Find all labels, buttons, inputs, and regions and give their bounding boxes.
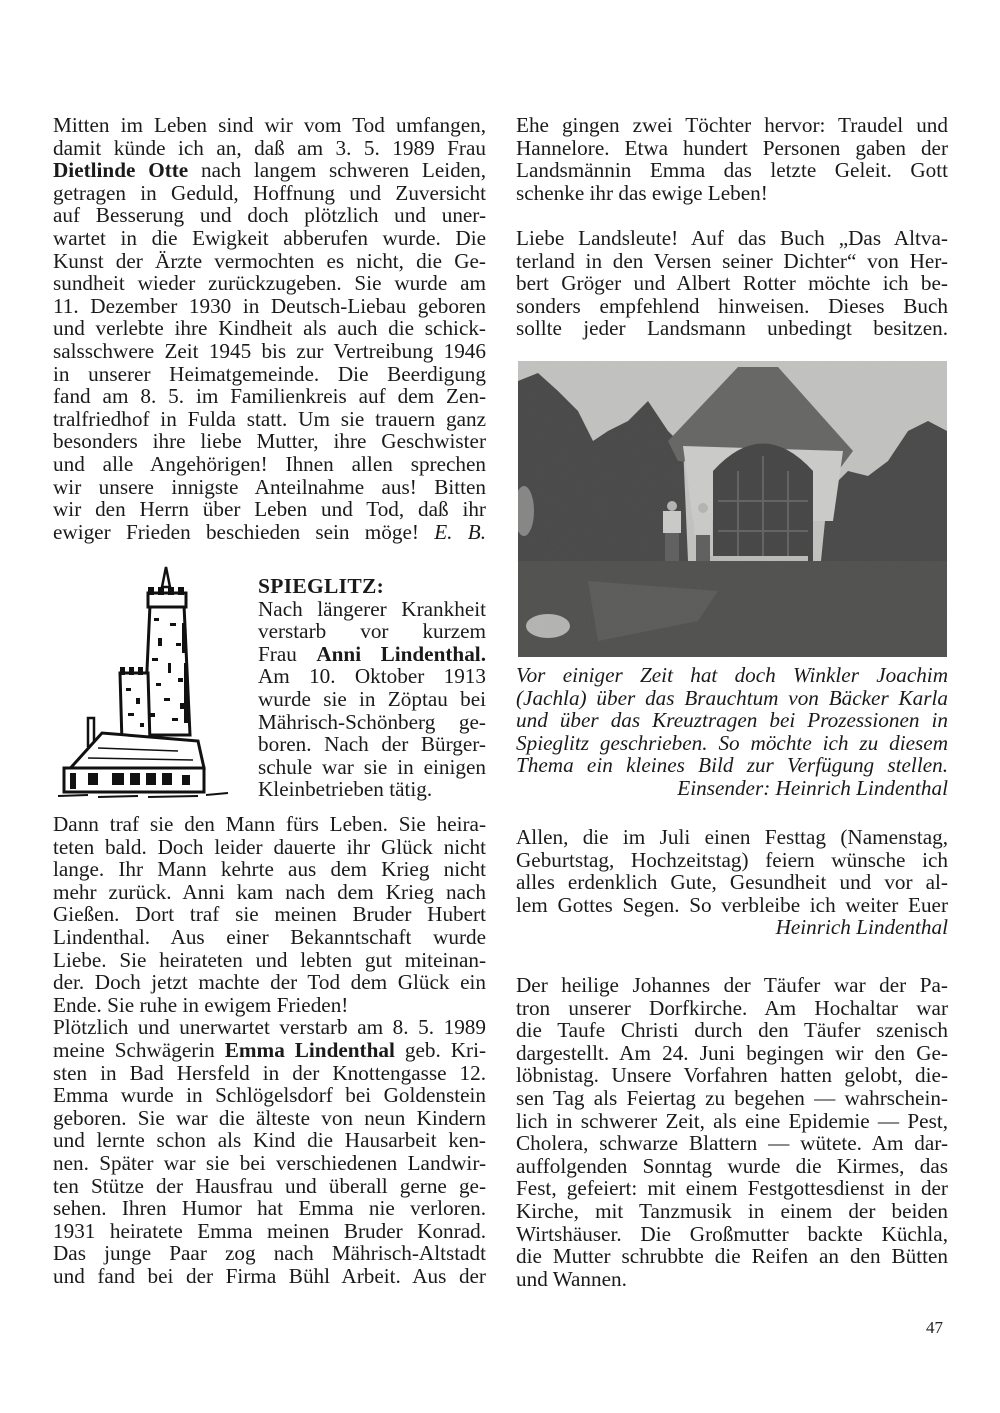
- text-line: Frau Anni Lindenthal.: [258, 641, 486, 666]
- signature-eb: E. B.: [434, 519, 487, 544]
- text-line: besonders ihre liebe Mutter, ihre Geschwister: [53, 429, 486, 454]
- name-dietlinde-otte: Dietlinde Otte: [53, 158, 189, 183]
- text-line: Ehe gingen zwei Töchter hervor: Traudel und: [516, 113, 948, 137]
- text-line: lich in schwerer Zeit, als eine Epidemie — Pest,: [516, 1108, 948, 1133]
- text-line: sten in Bad Hersfeld in der Knottengasse 12.: [53, 1060, 486, 1085]
- text-line: die Mutter schrubbte die Reifen an den Bütten: [516, 1244, 948, 1269]
- text-line: wartet in die Ewigkeit abberufen wurde. Die: [53, 225, 486, 250]
- caption-line: Vor einiger Zeit hat doch Winkler Joachim: [516, 663, 948, 687]
- caption-line: (Jachla) über das Brauchtum von Bäcker Karla: [516, 685, 948, 710]
- text-line: Lindenthal. Aus einer Bekanntschaft wurde: [53, 924, 486, 949]
- tower-illustration: [58, 563, 238, 803]
- text-line: salsschwere Zeit 1945 bis zur Vertreibung 1946: [53, 338, 486, 363]
- text-line: Liebe. Sie heirateten und lebten gut miteinan-: [53, 947, 486, 972]
- text-line: Gießen. Dort traf sie meinen Bruder Hubert: [53, 902, 486, 927]
- text-line: sen Tag als Feiertag zu begehen — wahrschein-: [516, 1085, 948, 1110]
- caption-sender: Einsender: Heinrich Lindenthal: [677, 775, 948, 800]
- text-line: wir unsere innigste Anteilnahme aus! Bitten: [53, 474, 486, 499]
- text-line: lange. Ihr Mann kehrte aus dem Krieg nicht: [53, 857, 486, 882]
- text-line: die Taufe Christi durch den Täufer szenisch: [516, 1018, 948, 1043]
- text-line: Allen, die im Juli einen Festtag (Namenstag,: [516, 825, 948, 849]
- text-line: in unserer Heimatgemeinde. Die Beerdigung: [53, 361, 486, 386]
- text-line: boren. Nach der Bürger-: [258, 732, 486, 757]
- text-line: Kunst der Ärzte vermochten es nicht, die Ge-: [53, 248, 486, 273]
- text-line: der. Doch jetzt machte der Tod dem Glück ein: [53, 970, 486, 995]
- text-line: meine Schwägerin Emma Lindenthal geb. Kri-: [53, 1037, 487, 1062]
- text-line: Ende. Sie ruhe in ewigem Frieden!: [53, 992, 349, 1017]
- photo-caption: [516, 664, 948, 800]
- right-column-top: [516, 114, 948, 340]
- text-line: Dietlinde Otte nach langem schweren Leiden,: [53, 158, 487, 183]
- text-line: Landsmännin Emma das letzte Geleit. Gott: [516, 158, 948, 183]
- section-heading-spieglitz: SPIEGLITZ:: [258, 574, 385, 598]
- text-line: Fest, gefeiert: mit einem Festgottesdienst in der: [516, 1176, 948, 1201]
- text-line: dargestellt. Am 24. Juni begingen wir den Ge-: [516, 1040, 948, 1065]
- text-line: und Wannen.: [516, 1266, 627, 1291]
- text-line: mehr zurück. Anni kam nach dem Krieg nach: [53, 879, 486, 904]
- text-line: Liebe Landsleute! Auf das Buch „Das Altva-: [516, 225, 948, 250]
- johannes-section: [516, 974, 948, 1290]
- text-line: Der heilige Johannes der Täufer war der Pa-: [516, 973, 948, 997]
- text-line: bert Gröger und Albert Rotter möchte ich be-: [516, 271, 948, 296]
- chapel-photo: [518, 361, 947, 657]
- text-line: Das junge Paar zog nach Mährisch-Altstadt: [53, 1241, 486, 1266]
- page-number: 47: [926, 1318, 943, 1337]
- text-line: tralfriedhof in Fulda statt. Um sie trauern ganz: [53, 406, 486, 431]
- text-line: tron unserer Dorfkirche. Am Hochaltar war: [516, 995, 948, 1020]
- spieglitz-section: [258, 575, 486, 801]
- text-line: Am 10. Oktober 1913: [258, 664, 486, 689]
- text-line: und alle Angehörigen! Ihnen allen sprechen: [53, 451, 486, 476]
- text-line: Mährisch-Schönberg ge-: [258, 709, 486, 734]
- text-line: teten bald. Doch leider dauerte ihr Glück nicht: [53, 834, 486, 859]
- text-line: und lernte schon als Kind die Hausarbeit ken-: [53, 1128, 486, 1153]
- text-line: und verlebte ihre Kindheit als auch die schick-: [53, 316, 486, 341]
- text-line: getragen in Geduld, Hoffnung und Zuversicht: [53, 180, 486, 205]
- text-line: alles erdenklich Gute, Gesundheit und vor al-: [516, 870, 948, 895]
- text-line: 1931 heiratete Emma meinen Bruder Konrad.: [53, 1218, 486, 1243]
- text-line: Wirtshäuser. Die Großmutter backte Küchla,: [516, 1221, 948, 1246]
- text-line: 11. Dezember 1930 in Deutsch-Liebau geboren: [53, 293, 486, 318]
- text-line: verstarb vor kurzem: [258, 619, 486, 644]
- text-line: lem Gottes Segen. So verbleibe ich weiter Euer: [516, 892, 948, 917]
- name-anni-lindenthal: Anni Lindenthal.: [316, 641, 486, 666]
- text-line: ten Stütze der Hausfrau und überall gerne ge-: [53, 1173, 486, 1198]
- text-line: Hannelore. Etwa hundert Personen gaben der: [516, 135, 948, 160]
- text-line: nen. Später war sie bei verschiedenen Landwir-: [53, 1150, 486, 1175]
- caption-line: Spieglitz geschrieben. So möchte ich zu diesem: [516, 730, 948, 755]
- text-line: auffolgenden Sonntag wurde die Kirmes, das: [516, 1153, 948, 1178]
- text-line: sonders empfehlend hinweisen. Dieses Buch: [516, 293, 948, 318]
- text-line: Nach längerer Krankheit: [258, 596, 486, 621]
- text-line: und fand bei der Firma Bühl Arbeit. Aus der: [53, 1263, 486, 1288]
- text-line: geboren. Sie war die älteste von neun Kindern: [53, 1105, 486, 1130]
- text-line: wir den Herrn über Leben und Tod, daß ihr: [53, 497, 486, 522]
- text-line: Mitten im Leben sind wir vom Tod umfangen,: [53, 113, 486, 137]
- text-line: auf Besserung und doch plötzlich und uner-: [53, 203, 486, 228]
- text-line: wurde sie in Zöptau bei: [258, 686, 486, 711]
- paragraph-gap: [516, 204, 948, 227]
- text-line: Emma wurde in Schlögelsdorf bei Goldenstein: [53, 1083, 486, 1108]
- spieglitz-continuation: [53, 813, 486, 1287]
- text-line: damit künde ich an, daß am 3. 5. 1989 Frau: [53, 135, 486, 160]
- text-line-signed: ewiger Frieden beschieden sein möge! E. B.: [53, 519, 487, 544]
- text-line: Geburtstag, Hochzeitstag) feiern wünsche ich: [516, 847, 948, 872]
- text-line: sehen. Ihren Humor hat Emma nie verloren.: [53, 1196, 486, 1221]
- text-line: sundheit wieder zurückzugeben. Sie wurde am: [53, 271, 486, 296]
- obituary-otte: [53, 114, 486, 543]
- text-line: Kirche, mit Tanzmusik in einem der beiden: [516, 1198, 948, 1223]
- caption-line: und über das Kreuztragen bei Prozessionen in: [516, 708, 948, 733]
- text-line: Kleinbetrieben tätig.: [258, 777, 433, 802]
- text-line: fand am 8. 5. im Familienkreis auf dem Zen-: [53, 384, 486, 409]
- name-emma-lindenthal: Emma Lindenthal: [224, 1037, 395, 1062]
- text-line: schenke ihr das ewige Leben!: [516, 180, 768, 205]
- july-greeting: [516, 826, 948, 939]
- text-line: Cholera, schwarze Blattern — wütete. Am dar-: [516, 1131, 948, 1156]
- text-line: sollte jeder Landsmann unbedingt besitzen.: [516, 316, 948, 341]
- text-line: terland in den Versen seiner Dichter“ von Her-: [516, 248, 948, 273]
- greeting-signature: Heinrich Lindenthal: [775, 915, 948, 940]
- text-line: schule war sie in einigen: [258, 754, 486, 779]
- caption-line: Thema ein kleines Bild zur Verfügung stellen.: [516, 753, 948, 778]
- text-line: Plötzlich und unerwartet verstarb am 8. 5. 1989: [53, 1015, 486, 1040]
- text-line: Dann traf sie den Mann fürs Leben. Sie heira-: [53, 812, 486, 836]
- text-line: löbnistag. Unsere Vorfahren hatten gelobt, die-: [516, 1063, 948, 1088]
